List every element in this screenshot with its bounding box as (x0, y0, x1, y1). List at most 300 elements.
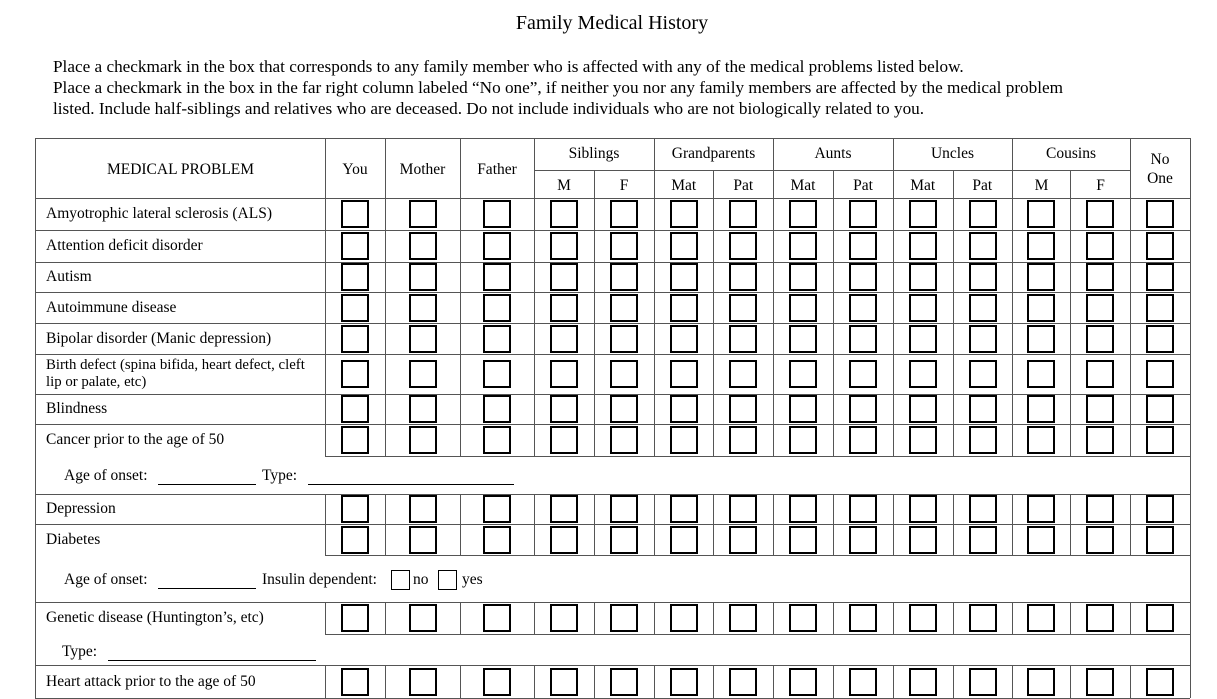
grid-line (1190, 230, 1191, 262)
grid-line (460, 292, 461, 323)
checkbox-aunts-mat[interactable] (789, 495, 817, 523)
col-subheader-grandparents-pat: Pat (733, 177, 754, 194)
checkbox-siblings-f[interactable] (610, 395, 638, 423)
grid-line (953, 394, 954, 424)
grid-line (385, 602, 386, 634)
grid-line (534, 524, 535, 555)
grid-line (1012, 524, 1013, 555)
cell-border (325, 262, 1190, 263)
checkbox-grandparents-mat[interactable] (670, 325, 698, 353)
checkbox-cousins-f[interactable] (1086, 325, 1114, 353)
checkbox-grandparents-pat[interactable] (729, 604, 757, 632)
grid-line (654, 198, 655, 230)
checkbox-siblings-f[interactable] (610, 200, 638, 228)
checkbox-aunts-mat[interactable] (789, 604, 817, 632)
checkbox-you[interactable] (341, 668, 369, 696)
checkbox-aunts-pat[interactable] (849, 426, 877, 454)
grid-line (713, 230, 714, 262)
col-header-father: Father (477, 161, 517, 178)
grid-line (833, 230, 834, 262)
checkbox-uncles-pat[interactable] (969, 604, 997, 632)
checkbox-mother[interactable] (409, 325, 437, 353)
checkbox-siblings-m[interactable] (550, 263, 578, 291)
col-header-you: You (342, 161, 368, 178)
grid-line (1012, 198, 1013, 230)
grid-line (534, 354, 535, 394)
checkbox-grandparents-mat[interactable] (670, 263, 698, 291)
grid-line (1070, 198, 1071, 230)
checkbox-aunts-pat[interactable] (849, 232, 877, 260)
grid-line (1190, 424, 1191, 456)
grid-line (1130, 198, 1131, 230)
checkbox-father[interactable] (483, 668, 511, 696)
checkbox-mother[interactable] (409, 426, 437, 454)
checkbox-cousins-f[interactable] (1086, 263, 1114, 291)
checkbox-cousins-f[interactable] (1086, 426, 1114, 454)
insulin-label: Insulin dependent: (262, 571, 377, 588)
grid-line (893, 323, 894, 354)
checkbox-you[interactable] (341, 294, 369, 322)
checkbox-father[interactable] (483, 294, 511, 322)
checkbox-father[interactable] (483, 604, 511, 632)
checkbox-siblings-m[interactable] (550, 604, 578, 632)
checkbox-aunts-pat[interactable] (849, 395, 877, 423)
checkbox-uncles-pat[interactable] (969, 526, 997, 554)
grid-line (1070, 230, 1071, 262)
checkbox-grandparents-pat[interactable] (729, 232, 757, 260)
checkbox-siblings-f[interactable] (610, 232, 638, 260)
checkbox-you[interactable] (341, 426, 369, 454)
checkbox-mother[interactable] (409, 263, 437, 291)
grid-line (325, 494, 326, 524)
grid-line (773, 292, 774, 323)
col-subheader-siblings-f: F (619, 177, 629, 194)
checkbox-aunts-pat[interactable] (849, 668, 877, 696)
grid-line (654, 665, 655, 698)
checkbox-mother[interactable] (409, 395, 437, 423)
checkbox-father[interactable] (483, 495, 511, 523)
checkbox-grandparents-pat[interactable] (729, 263, 757, 291)
cell-border (325, 456, 1190, 457)
col-subheader-uncles-pat: Pat (972, 177, 993, 194)
checkbox-cousins-m[interactable] (1027, 294, 1055, 322)
checkbox-siblings-m[interactable] (550, 200, 578, 228)
checkbox-grandparents-mat[interactable] (670, 526, 698, 554)
checkbox-uncles-mat[interactable] (909, 426, 937, 454)
grid-line (654, 424, 655, 456)
checkbox-no-one[interactable] (1146, 200, 1174, 228)
grid-line (1190, 494, 1191, 524)
grid-line (953, 494, 954, 524)
checkbox-father[interactable] (483, 395, 511, 423)
checkbox-father[interactable] (483, 325, 511, 353)
checkbox-you[interactable] (341, 495, 369, 523)
col-group-aunts: Aunts (814, 145, 852, 162)
col-subheader-siblings-m: M (557, 177, 571, 194)
checkbox-aunts-mat[interactable] (789, 325, 817, 353)
cell-border (325, 198, 1190, 199)
grid-line (460, 665, 461, 698)
checkbox-father[interactable] (483, 526, 511, 554)
checkbox-mother[interactable] (409, 604, 437, 632)
grid-line (1130, 138, 1131, 198)
checkbox-cousins-m[interactable] (1027, 360, 1055, 388)
insulin-no-checkbox[interactable] (391, 570, 410, 590)
grid-line (35, 323, 36, 354)
genetic-type-blank (108, 660, 316, 661)
row-label: Depression (46, 500, 116, 517)
col-subheader-uncles-mat: Mat (910, 177, 936, 194)
group-divider (534, 170, 1130, 171)
checkbox-father[interactable] (483, 200, 511, 228)
grid-line (534, 323, 535, 354)
grid-line (773, 198, 774, 230)
checkbox-siblings-f[interactable] (610, 263, 638, 291)
checkbox-no-one[interactable] (1146, 232, 1174, 260)
grid-line (953, 292, 954, 323)
checkbox-you[interactable] (341, 360, 369, 388)
grid-line (385, 394, 386, 424)
checkbox-aunts-pat[interactable] (849, 526, 877, 554)
grid-line (35, 555, 36, 602)
checkbox-no-one[interactable] (1146, 263, 1174, 291)
grid-line (325, 424, 326, 456)
col-group-grandparents: Grandparents (671, 145, 756, 162)
checkbox-no-one[interactable] (1146, 294, 1174, 322)
grid-line (385, 198, 386, 230)
row-border (35, 665, 1190, 666)
grid-line (534, 262, 535, 292)
grid-line (893, 354, 894, 394)
col-subheader-aunts-pat: Pat (853, 177, 873, 194)
checkbox-aunts-mat[interactable] (789, 263, 817, 291)
checkbox-aunts-mat[interactable] (789, 294, 817, 322)
checkbox-siblings-f[interactable] (610, 360, 638, 388)
checkbox-you[interactable] (341, 395, 369, 423)
checkbox-grandparents-mat[interactable] (670, 200, 698, 228)
grid-line (654, 494, 655, 524)
checkbox-uncles-mat[interactable] (909, 325, 937, 353)
checkbox-aunts-mat[interactable] (789, 360, 817, 388)
checkbox-siblings-f[interactable] (610, 426, 638, 454)
grid-line (35, 456, 36, 494)
checkbox-grandparents-pat[interactable] (729, 526, 757, 554)
checkbox-uncles-pat[interactable] (969, 263, 997, 291)
checkbox-no-one[interactable] (1146, 325, 1174, 353)
grid-line (1012, 494, 1013, 524)
cell-border (325, 323, 1190, 324)
checkbox-mother[interactable] (409, 294, 437, 322)
checkbox-grandparents-mat[interactable] (670, 395, 698, 423)
grid-line (1190, 198, 1191, 230)
checkbox-siblings-f[interactable] (610, 604, 638, 632)
checkbox-grandparents-pat[interactable] (729, 200, 757, 228)
genetic-type-label: Type: (62, 643, 98, 660)
checkbox-grandparents-pat[interactable] (729, 360, 757, 388)
grid-line (893, 494, 894, 524)
checkbox-you[interactable] (341, 604, 369, 632)
grid-line (833, 354, 834, 394)
checkbox-siblings-m[interactable] (550, 395, 578, 423)
checkbox-aunts-pat[interactable] (849, 604, 877, 632)
checkbox-no-one[interactable] (1146, 604, 1174, 632)
checkbox-siblings-m[interactable] (550, 495, 578, 523)
checkbox-uncles-pat[interactable] (969, 426, 997, 454)
cancer-age-blank (158, 484, 256, 485)
checkbox-siblings-m[interactable] (550, 426, 578, 454)
checkbox-siblings-f[interactable] (610, 294, 638, 322)
checkbox-siblings-f[interactable] (610, 668, 638, 696)
checkbox-uncles-mat[interactable] (909, 294, 937, 322)
row-border (35, 323, 325, 324)
checkbox-siblings-m[interactable] (550, 526, 578, 554)
checkbox-mother[interactable] (409, 526, 437, 554)
checkbox-mother[interactable] (409, 495, 437, 523)
instruction-line: Place a checkmark in the box that corresponds to any family member who is affected with any of the medical problems listed below. (53, 57, 964, 76)
checkbox-cousins-m[interactable] (1027, 526, 1055, 554)
checkbox-grandparents-pat[interactable] (729, 294, 757, 322)
grid-line (893, 230, 894, 262)
grid-line (534, 198, 535, 230)
checkbox-grandparents-pat[interactable] (729, 426, 757, 454)
checkbox-grandparents-mat[interactable] (670, 426, 698, 454)
checkbox-siblings-f[interactable] (610, 526, 638, 554)
cell-border (325, 292, 1190, 293)
grid-line (833, 665, 834, 698)
checkbox-cousins-f[interactable] (1086, 294, 1114, 322)
grid-line (833, 323, 834, 354)
checkbox-cousins-f[interactable] (1086, 604, 1114, 632)
grid-line (654, 602, 655, 634)
checkbox-siblings-f[interactable] (610, 495, 638, 523)
checkbox-no-one[interactable] (1146, 395, 1174, 423)
grid-line (385, 262, 386, 292)
checkbox-uncles-pat[interactable] (969, 495, 997, 523)
checkbox-mother[interactable] (409, 668, 437, 696)
cell-border (325, 424, 1190, 425)
grid-line (35, 230, 36, 262)
row-label: Bipolar disorder (Manic depression) (46, 329, 272, 347)
grid-line (325, 262, 326, 292)
checkbox-cousins-f[interactable] (1086, 360, 1114, 388)
checkbox-cousins-m[interactable] (1027, 604, 1055, 632)
checkbox-aunts-pat[interactable] (849, 263, 877, 291)
insulin-yes-checkbox[interactable] (438, 570, 457, 590)
checkbox-cousins-m[interactable] (1027, 495, 1055, 523)
grid-line (713, 424, 714, 456)
col-subheader-aunts-mat: Mat (790, 177, 816, 194)
checkbox-cousins-f[interactable] (1086, 668, 1114, 696)
grid-line (35, 602, 36, 634)
checkbox-father[interactable] (483, 232, 511, 260)
checkbox-siblings-m[interactable] (550, 294, 578, 322)
checkbox-grandparents-mat[interactable] (670, 232, 698, 260)
grid-line (953, 602, 954, 634)
checkbox-cousins-f[interactable] (1086, 200, 1114, 228)
grid-line (654, 262, 655, 292)
checkbox-no-one[interactable] (1146, 495, 1174, 523)
page-title: Family Medical History (515, 12, 709, 34)
checkbox-uncles-pat[interactable] (969, 325, 997, 353)
row-border (35, 292, 325, 293)
diabetes-age-label: Age of onset: (64, 571, 148, 588)
checkbox-you[interactable] (341, 200, 369, 228)
grid-line (385, 292, 386, 323)
checkbox-cousins-m[interactable] (1027, 395, 1055, 423)
checkbox-you[interactable] (341, 263, 369, 291)
grid-line (1190, 456, 1191, 494)
checkbox-you[interactable] (341, 526, 369, 554)
grid-line (460, 424, 461, 456)
checkbox-aunts-mat[interactable] (789, 232, 817, 260)
checkbox-uncles-mat[interactable] (909, 263, 937, 291)
col-subheader-cousins-f: F (1096, 177, 1105, 194)
checkbox-father[interactable] (483, 263, 511, 291)
checkbox-aunts-pat[interactable] (849, 325, 877, 353)
checkbox-cousins-m[interactable] (1027, 232, 1055, 260)
row-label: Amyotrophic lateral sclerosis (ALS) (46, 205, 272, 222)
row-border (35, 602, 1190, 603)
checkbox-grandparents-pat[interactable] (729, 495, 757, 523)
col-group-uncles: Uncles (930, 145, 975, 162)
checkbox-mother[interactable] (409, 360, 437, 388)
checkbox-siblings-m[interactable] (550, 325, 578, 353)
grid-line (460, 262, 461, 292)
grid-line (35, 524, 36, 555)
checkbox-grandparents-mat[interactable] (670, 604, 698, 632)
checkbox-grandparents-mat[interactable] (670, 668, 698, 696)
checkbox-no-one[interactable] (1146, 526, 1174, 554)
checkbox-siblings-m[interactable] (550, 232, 578, 260)
checkbox-father[interactable] (483, 426, 511, 454)
grid-line (534, 394, 535, 424)
checkbox-cousins-m[interactable] (1027, 668, 1055, 696)
grid-line (1130, 354, 1131, 394)
grid-line (35, 494, 36, 524)
checkbox-grandparents-pat[interactable] (729, 668, 757, 696)
checkbox-grandparents-pat[interactable] (729, 395, 757, 423)
checkbox-no-one[interactable] (1146, 426, 1174, 454)
checkbox-aunts-mat[interactable] (789, 668, 817, 696)
grid-line (325, 354, 326, 394)
row-label: Diabetes (46, 530, 101, 548)
grid-line (1070, 424, 1071, 456)
row-border (35, 394, 325, 395)
grid-line (654, 323, 655, 354)
grid-line (1190, 354, 1191, 394)
checkbox-cousins-f[interactable] (1086, 526, 1114, 554)
checkbox-grandparents-pat[interactable] (729, 325, 757, 353)
grid-line (1130, 524, 1131, 555)
checkbox-cousins-m[interactable] (1027, 200, 1055, 228)
checkbox-uncles-pat[interactable] (969, 668, 997, 696)
grid-line (833, 602, 834, 634)
checkbox-uncles-mat[interactable] (909, 232, 937, 260)
checkbox-uncles-pat[interactable] (969, 232, 997, 260)
grid-line (1190, 524, 1191, 555)
checkbox-cousins-f[interactable] (1086, 395, 1114, 423)
checkbox-grandparents-mat[interactable] (670, 360, 698, 388)
checkbox-grandparents-mat[interactable] (670, 294, 698, 322)
checkbox-aunts-pat[interactable] (849, 495, 877, 523)
checkbox-aunts-pat[interactable] (849, 294, 877, 322)
checkbox-cousins-f[interactable] (1086, 495, 1114, 523)
checkbox-aunts-mat[interactable] (789, 395, 817, 423)
checkbox-uncles-pat[interactable] (969, 200, 997, 228)
grid-line (325, 524, 326, 555)
checkbox-uncles-pat[interactable] (969, 294, 997, 322)
checkbox-cousins-m[interactable] (1027, 325, 1055, 353)
grid-line (1190, 262, 1191, 292)
grid-line (594, 524, 595, 555)
checkbox-uncles-mat[interactable] (909, 526, 937, 554)
grid-line (1012, 354, 1013, 394)
grid-line (1012, 230, 1013, 262)
checkbox-uncles-pat[interactable] (969, 360, 997, 388)
checkbox-grandparents-mat[interactable] (670, 495, 698, 523)
checkbox-aunts-pat[interactable] (849, 200, 877, 228)
checkbox-aunts-mat[interactable] (789, 526, 817, 554)
checkbox-cousins-m[interactable] (1027, 426, 1055, 454)
grid-line (325, 394, 326, 424)
row-label: Autoimmune disease (46, 298, 177, 316)
checkbox-you[interactable] (341, 232, 369, 260)
grid-line (893, 198, 894, 230)
grid-line (385, 230, 386, 262)
medical-problem-header: MEDICAL PROBLEM (106, 161, 255, 178)
cell-border (325, 230, 1190, 231)
grid-line (713, 198, 714, 230)
grid-line (460, 354, 461, 394)
checkbox-no-one[interactable] (1146, 360, 1174, 388)
checkbox-father[interactable] (483, 360, 511, 388)
insulin-yes-label: yes (462, 571, 483, 588)
grid-line (325, 665, 326, 698)
grid-line (953, 665, 954, 698)
checkbox-uncles-mat[interactable] (909, 200, 937, 228)
grid-line (953, 198, 954, 230)
checkbox-siblings-f[interactable] (610, 325, 638, 353)
checkbox-cousins-f[interactable] (1086, 232, 1114, 260)
checkbox-cousins-m[interactable] (1027, 263, 1055, 291)
checkbox-siblings-m[interactable] (550, 668, 578, 696)
grid-line (773, 494, 774, 524)
checkbox-uncles-mat[interactable] (909, 360, 937, 388)
grid-line (654, 230, 655, 262)
grid-line (35, 138, 36, 198)
row-label: Attention deficit disorder (46, 237, 203, 254)
grid-line (953, 230, 954, 262)
checkbox-uncles-pat[interactable] (969, 395, 997, 423)
checkbox-aunts-pat[interactable] (849, 360, 877, 388)
checkbox-mother[interactable] (409, 200, 437, 228)
checkbox-you[interactable] (341, 325, 369, 353)
grid-line (1012, 323, 1013, 354)
diabetes-age-blank (158, 588, 256, 589)
checkbox-mother[interactable] (409, 232, 437, 260)
grid-line (953, 524, 954, 555)
checkbox-uncles-mat[interactable] (909, 495, 937, 523)
checkbox-uncles-mat[interactable] (909, 668, 937, 696)
row-border (35, 424, 325, 425)
checkbox-aunts-mat[interactable] (789, 200, 817, 228)
grid-line (1190, 602, 1191, 634)
checkbox-siblings-m[interactable] (550, 360, 578, 388)
checkbox-uncles-mat[interactable] (909, 604, 937, 632)
checkbox-uncles-mat[interactable] (909, 395, 937, 423)
checkbox-aunts-mat[interactable] (789, 426, 817, 454)
checkbox-no-one[interactable] (1146, 668, 1174, 696)
